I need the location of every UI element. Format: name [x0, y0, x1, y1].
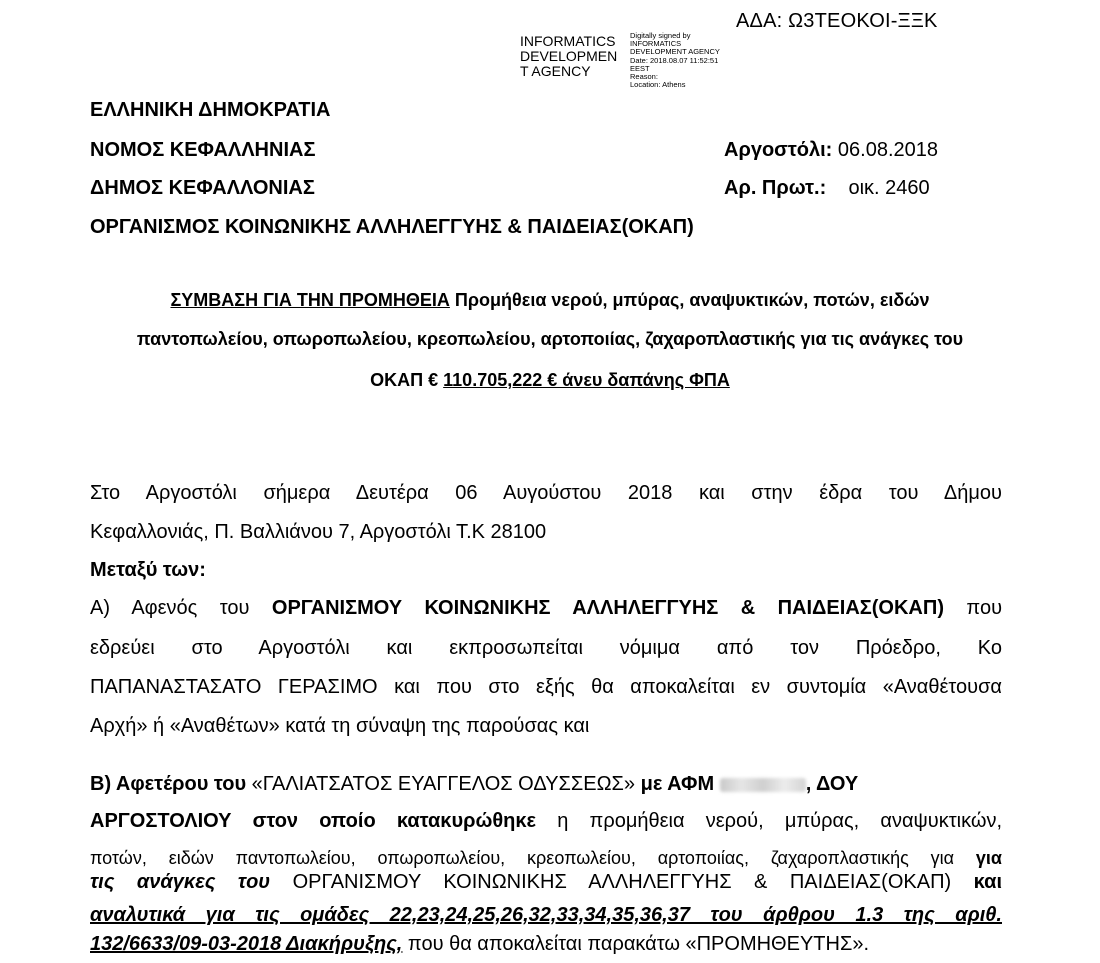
header-organisation: ΟΡΓΑΝΙΣΜΟΣ ΚΟΙΝΩΝΙΚΗΣ ΑΛΛΗΛΕΓΓΥΗΣ & ΠΑΙΔΕΙΑΣ(ΟΚΑΠ) [90, 216, 694, 238]
intro-line-2: Κεφαλλονιάς, Π. Βαλλιάνου 7, Αργοστόλι Τ.Κ 28100 [90, 521, 547, 543]
party-b-prefix: Β) Αφετέρου του [90, 773, 247, 795]
party-b-name: «ΓΑΛΙΑΤΣΑΤΟΣ ΕΥΑΓΓΕΛΟΣ ΟΔΥΣΣΕΩΣ» [246, 773, 636, 795]
title-rest: Προμήθεια νερού, μπύρας, αναψυκτικών, ποτών, ειδών [449, 290, 930, 310]
redacted-afm [720, 778, 806, 792]
party-b-organisation: ΟΡΓΑΝΙΣΜΟΥ ΚΟΙΝΩΝΙΚΗΣ ΑΛΛΗΛΕΓΓΥΗΣ & ΠΑΙΔΕΙΑΣ(ΟΚΑΠ) [270, 871, 974, 893]
signature-line: Digitally signed by [630, 31, 691, 40]
intro-line-1: Στο Αργοστόλι σήμερα Δευτέρα 06 Αυγούστου 2018 και στην έδρα του Δήμου [90, 482, 1002, 504]
party-a-organisation: ΟΡΓΑΝΙΣΜΟΥ ΚΟΙΝΩΝΙΚΗΣ ΑΛΛΗΛΕΓΓΥΗΣ & ΠΑΙΔΕΙΑΣ(ΟΚΑΠ) [271, 597, 944, 619]
party-b-goods: ποτών, ειδών παντοπωλείου, οπωροπωλείου, κρεοπωλείου, αρτοποιίας, ζαχαροπλαστικής για [90, 848, 976, 868]
title-line-1 [80, 290, 1020, 311]
signature-line: EEST [630, 63, 650, 73]
party-b-line-3 [90, 848, 1002, 869]
ada-code: ΑΔΑ: Ω3ΤΕΟΚΟΙ-ΞΞΚ [736, 10, 938, 32]
party-b-line-5: αναλυτικά για τις ομάδες 22,23,24,25,26,32,33,34,35,36,37 του άρθρου 1.3 της αριθ. [90, 904, 1002, 926]
party-b-for: για [975, 848, 1002, 868]
signature-agency: INFORMATICS DEVELOPMEN T AGENCY [520, 33, 618, 79]
party-b-declaration: 132/6633/09-03-2018 Διακήρυξης, [90, 933, 403, 955]
signature-line: Reason: [630, 72, 658, 82]
header-republic: ΕΛΛΗΝΙΚΗ ΔΗΜΟΚΡΑΤΙΑ [90, 99, 331, 121]
title-underlined: ΣΥΜΒΑΣΗ ΓΙΑ ΤΗΝ ΠΡΟΜΗΘΕΙΑ [170, 290, 450, 310]
title-amount: 110.705,222 € άνευ δαπάνης ΦΠΑ [443, 370, 730, 390]
party-b-line-6 [90, 933, 1002, 956]
party-b-line-2 [90, 810, 1002, 833]
title-line-3 [80, 370, 1020, 391]
party-a-line-3: ΠΑΠΑΝΑΣΤΑΣΑΤΟ ΓΕΡΑΣΙΜΟ και που στο εξής θα αποκαλείται εν συντομία «Αναθέτουσα [90, 676, 1002, 698]
signature-line: Date: 2018.08.07 11:52:51 [630, 55, 719, 65]
signature-line: DEVELOPMENT AGENCY [630, 47, 720, 57]
party-b-line-4 [90, 871, 1002, 894]
protocol-label: Αρ. Πρωτ.: [724, 177, 827, 199]
party-b-needs: τις ανάγκες του [90, 871, 271, 893]
party-b-supplier: που θα αποκαλείται παρακάτω «ΠΡΟΜΗΘΕΥΤΗΣ». [402, 933, 869, 955]
signature-line: Location: Athens [630, 80, 686, 90]
party-a-prefix: Α) Αφενός του [90, 597, 272, 619]
party-a-line-4: Αρχή» ή «Αναθέτων» κατά τη σύναψη της παρούσας και [90, 715, 590, 737]
signature-details [630, 32, 760, 89]
between-heading: Μεταξύ των: [90, 559, 206, 581]
party-a-line-2: εδρεύει στο Αργοστόλι και εκπροσωπείται νόμιμα από τον Πρόεδρο, Κο [90, 637, 1002, 659]
party-b-afm-label: με ΑΦΜ [635, 773, 720, 795]
header-prefecture: ΝΟΜΟΣ ΚΕΦΑΛΛΗΝΙΑΣ [90, 139, 316, 161]
party-a-line-1 [90, 597, 1002, 620]
date-label: Αργοστόλι: [724, 139, 833, 161]
title-line-2: παντοπωλείου, οπωροπωλείου, κρεοπωλείου, αρτοποιίας, ζαχαροπλαστικής για τις ανάγκες του [136, 329, 964, 349]
title-okap: ΟΚΑΠ € [370, 370, 444, 390]
party-b-awarded: ΑΡΓΟΣΤΟΛΙΟΥ στον οποίο κατακυρώθηκε [90, 810, 537, 832]
party-b-and: και [973, 871, 1002, 893]
header-municipality: ΔΗΜΟΣ ΚΕΦΑΛΛΟΝΙΑΣ [90, 177, 315, 199]
date-value: 06.08.2018 [837, 139, 938, 161]
party-b-line-1 [90, 773, 1002, 796]
header-date [724, 139, 938, 162]
party-a-suffix: που [943, 597, 1002, 619]
party-b-supply: η προμήθεια νερού, μπύρας, αναψυκτικών, [536, 810, 1002, 832]
header-protocol [724, 177, 930, 200]
signature-line: INFORMATICS [630, 39, 682, 49]
protocol-value: οικ. 2460 [848, 177, 930, 199]
party-b-doy: , ΔΟΥ [805, 773, 859, 795]
